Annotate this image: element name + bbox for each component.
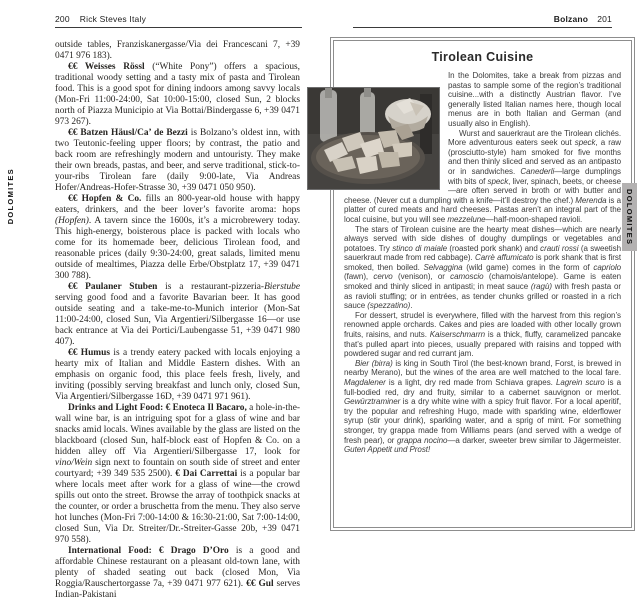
sidebar-box-title: Tirolean Cuisine [431,50,534,64]
chapter-title: Bolzano [553,14,589,24]
header-rule [55,27,302,28]
food-photo-illustration [308,88,439,189]
left-section-tab: DOLOMITES [6,168,15,225]
sidebar-box-body [344,71,621,455]
header-rule [353,27,612,28]
paragraph: The stars of Tirolean cuisine are the hearty meat dishes—which are nearly always served with side dishes of doughy dumplings or vegetables and potatoes. Try stinco di maiale (roasted pork shank) and crauti rossi (a sweetish sauerkraut made from red cabbage). Carrè affumicato is pork shank that is first smoked, then boiled. Selvaggina (wild game) comes in the form of capriolo (fawn), cervo (venison), or camoscio (chamois/antelope). Game is eaten smoked and thinly sliced in antipasti; in meat sauce (ragù) with fresh pasta or as ravioli stuffing; or in entrées, as tender chunks grilled or roasted in a rich sauce (spezzatino). [344,224,621,311]
speck-platter-photo [308,88,439,189]
right-page-header [353,14,612,24]
left-page-header [55,14,302,24]
paragraph: €€ Humus is a trendy eatery packed with locals enjoying a hearty mix of Italian and Middle Eastern dishes. With an emphasis on organic food, this place feels fresh, lively, and inviting (possibly serving breakfast and lunch only, closed Sun, Via Argentieri/Silbergasse 16D, +39 0471 971 961). [55,348,300,402]
paragraph: €€ Paulaner Stuben is a restaurant-pizzeria-Bierstube serving good food and a favorite Bavarian beer. It has good outside seating and a take-me-to-Munich interior (Mon-Sat 11:00-24:00, closed Sun, Via Argentieri/Silbergasse 16—or use back entrance at Via dei Portici/Laubengasse 51, +39 0471 980 407). [55,282,300,347]
paragraph: €€ Batzen Häusl/Ca’ de Bezzi is Bolzano’s oldest inn, with two Teutonic-feeling upper floors; by contrast, the patio and back room are refreshingly modern and untouristy. They make their own breads, pastas, and beer, and serve traditional, stick-to-your-ribs Tirolean fare (daily 9:00-late, Via Andreas Hofer/Andreas-Hofer-Strasse 30, +39 0471 050 950). [55,128,300,193]
right-section-tab: DOLOMITES [622,183,637,251]
book-title: Rick Steves Italy [79,14,147,24]
page-number: 201 [597,14,612,24]
paragraph: For dessert, strudel is everywhere, filled with the harvest from this region’s renowned apple orchards. Cakes and pies are loaded with other locally grown fruits, raisins, and nuts. Kaiserschmarrn is a thick, fluffy, caramelized pancake that’s pulled apart into pieces, usually prepared with raisins and topped with powdered sugar and red currant jam. [344,310,621,359]
paragraph: International Food: € Drago D’Oro is a good and affordable Chinese restaurant on a pleasant old-town lane, with plenty of shaded seating out back (closed Mon, Via Roggia/Rauschertorgasse 7a, +39 0471 977 621). €€ Gul serves Indian-Pakistani [55,546,300,600]
paragraph: Wurst and sauerkraut are the Tirolean clichés. More adventurous eaters seek out speck, a raw (prosciutto-style) ham smoked for five months and then thinly sliced and served as an antipasto or in sandwiches. Canederli—large dumplings with bits of speck, liver, spinach, beets, or cheese—are often served in broth or with butter and cheese. (Never cut a dumpling with a knife—it’ll destroy the chef.) Merenda is a platter of cured meats and hard cheeses. Pastas aren’t an integral part of the local cuisine, but you will see mezzelune—half-moon-shaped ravioli. [344,128,621,224]
paragraph: In the Dolomites, take a break from pizzas and pastas to sample some of the region’s traditional cuisine...with a distinctly Austrian flavor. I’ve generally listed Italian names here, though local menus are in both Italian and German (and usually also in English). [448,71,621,128]
right-page [320,0,640,568]
paragraph: €€ Weisses Rössl (“White Pony”) offers a spacious, traditional woody setting and a tasty mix of pasta and Tirolean food. This is a good spot for dining indoors among savvy locals (Mon-Fri 11:00-24:00, Sat 10:00-15:00, closed Sun, 2 blocks north of Piazza Municipio at Via Bottai/Bindergasse 6, +39 0471 973 267). [55,62,301,127]
paragraph: Drinks and Light Food: € Enoteca Il Bacaro, a hole-in-the-wall wine bar, is an intriguing spot for a glass of wine and bar snacks amid locals. Wines available by the glass are listed on the blackboard (closed Sun, half-block east of Hopfen & Co. on a hidden alley off Via Argentieri/Silbergasse 17, look for vino/Wein sign next to fountain on south side of street and enter courtyard; +39 349 535 2500). € Dai Carrettai is a popular bar where locals meet after work for a glass of wine—the crowd spills out onto the street. Browse the array of toothpick snacks at the counter, or order a bruschetta from the menu. They also serve hot lunches (Mon-Fri 7:00-14:00 & 16:30-21:00, Sat 7:00-14:00, closed Sun, Via Dr. Streiter/Dr.-Streiter-Gasse 20b, +39 0471 970 558). [55,403,300,545]
left-page-body [55,40,300,601]
page-number: 200 [55,14,70,24]
tirolean-cuisine-sidebar-box [333,40,632,528]
paragraph: Bier (birra) is king in South Tirol (the best-known brand, Forst, is brewed in nearby Merano), but the wines of the area are well matched to the local fare. Magdalener is a light, dry red made from Schiava grapes. Lagrein scuro is a full-bodied red, dry and fruity, similar to a cabernet sauvignon or merlot. Gewürztraminer is a dry white wine with a spicy fruit flavor. For a local aperitif, try the popular and refreshing Hugo, made with sparkling wine, elderflower syrup (stir your drink), sparkling water, and a sprig of mint. For something stronger, try grappa made from Williams pears (and served with a wedge of fresh pear), or grappa nocino—a darker, sweeter brew similar to Jägermeister. Guten Appetit und Prost! [344,358,622,455]
paragraph: €€ Hopfen & Co. fills an 800-year-old house with happy eaters, drinkers, and the beer lover’s favorite aroma: hops (Hopfen). A tavern since the 1600s, it’s a microbrewery today. This high-energy, boisterous place is packed with locals who come for its homemade beer, delicious Tirolean food, and reasonable prices (daily 9:30-24:00, great salads, limited menu outside of mealtimes, Piazza delle Erbe/Obstplatz 17, +39 0471 300 788). [55,194,300,281]
left-page [0,0,320,600]
paragraph: outside tables, Franziskanergasse/Via dei Francescani 7, +39 0471 976 183). [55,40,300,61]
